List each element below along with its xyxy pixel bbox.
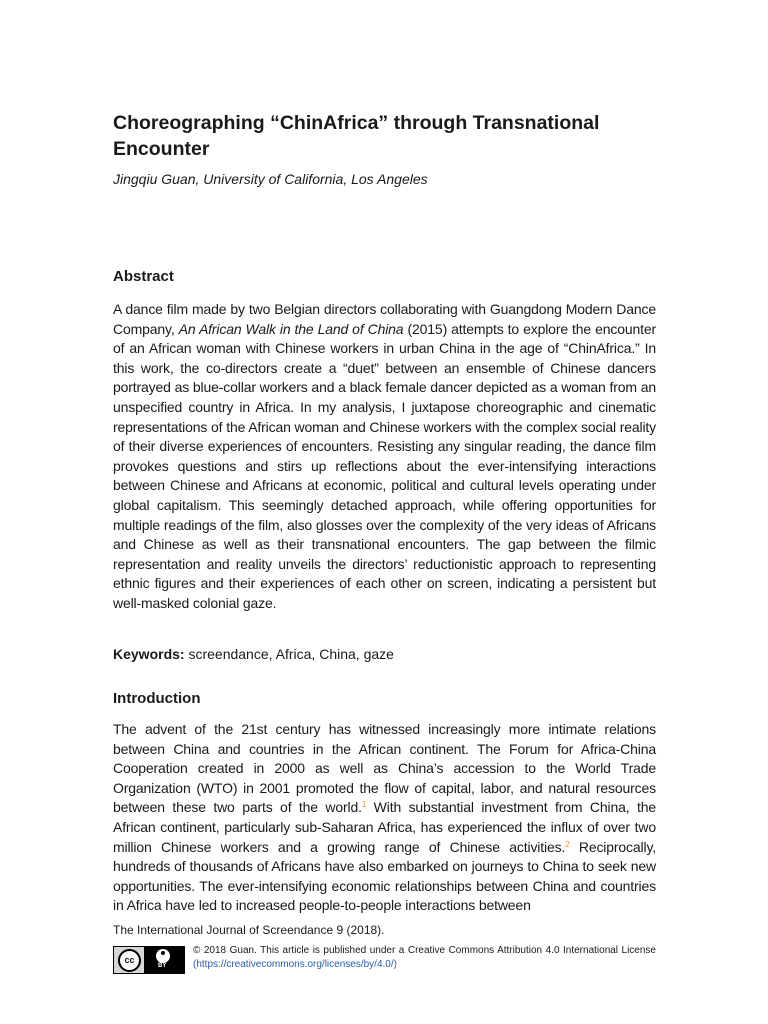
license-text (193, 944, 656, 972)
journal-citation: The International Journal of Screendance 9 (2018). (113, 923, 385, 937)
film-title: An African Walk in the Land of China (178, 320, 404, 337)
abstract-body (113, 300, 656, 614)
introduction-body (113, 720, 656, 916)
license-link[interactable]: (https://creativecommons.org/licenses/by/4.0/) (193, 959, 397, 970)
cc-icon: cc (118, 949, 141, 972)
keywords-label: Keywords: (113, 646, 185, 662)
introduction-heading: Introduction (113, 690, 201, 707)
article-title: Choreographing “ChinAfrica” through Transnational Encounter (113, 112, 600, 160)
abstract-text-part2: (2015) attempts to explore the encounter of an African woman with Chinese workers in urban China in the age of “ChinAfrica.” In this work, the co-directors create a “duet” between an ensemble of Chinese dancers portrayed as blue-collar workers and a black female dancer depicted as a woman from an unspecified country in Africa. In my analysis, I juxtapose choreographic and cinematic representations of the African woman and Chinese workers with the complex social reality of their diverse experiences of encounters. Resisting any singular reading, the dance film provokes questions and stirs up reflections about the ever-intensifying interactions between Chinese and Africans at economic, political and cultural levels operating under global capitalism. This seemingly detached approach, while offering opportunities for multiple readings of the film, also glosses over the complexity of the very ideas of Africans and Chinese as well as their transnational encounters. The gap between the filmic representation and reality unveils the directors’ reductionistic approach to representing ethnic figures and their experiences of each other on screen, indicating a persistent but well-masked colonial gaze. (113, 320, 657, 611)
abstract-text-part1: A dance film made by two Belgian directors collaborating with Guangdong Modern Dance Company, (113, 301, 656, 337)
by-label: BY (158, 963, 167, 969)
license-block (113, 944, 656, 976)
keywords-value: screendance, Africa, China, gaze (184, 646, 394, 662)
keywords (113, 645, 394, 664)
by-icon (144, 947, 184, 973)
footnote-ref-2[interactable]: 2 (565, 839, 570, 849)
license-statement: © 2018 Guan. This article is published under a Creative Commons Attribution 4.0 International License (193, 945, 656, 956)
intro-text-part1: The advent of the 21st century has witnessed increasingly more intimate relations between China and countries in the African continent. The Forum for Africa-China Cooperation created in 2000 as well as China’s accession to the World Trade Organization (WTO) in 2001 promoted the flow of capital, labor, and natural resources between these two parts of the world. (113, 721, 656, 816)
author-affiliation: Jingqiu Guan, University of California, Los Angeles (113, 171, 428, 187)
footnote-ref-1[interactable]: 1 (361, 800, 367, 810)
intro-text-part2: With substantial investment from China, the African continent, particularly sub-Saharan Africa, has experienced the influx of over two million Chinese workers and a growing range of Chinese activities. (113, 799, 656, 855)
intro-text-part3: Reciprocally, hundreds of thousands of Africans have also embarked on journeys to China to seek new opportunities. The ever-intensifying economic relationships between China and countries in Africa have led to increased people-to-people interactions between (113, 838, 657, 914)
abstract-heading: Abstract (113, 268, 174, 285)
cc-by-license-icon[interactable] (113, 946, 185, 974)
person-icon (156, 949, 170, 963)
